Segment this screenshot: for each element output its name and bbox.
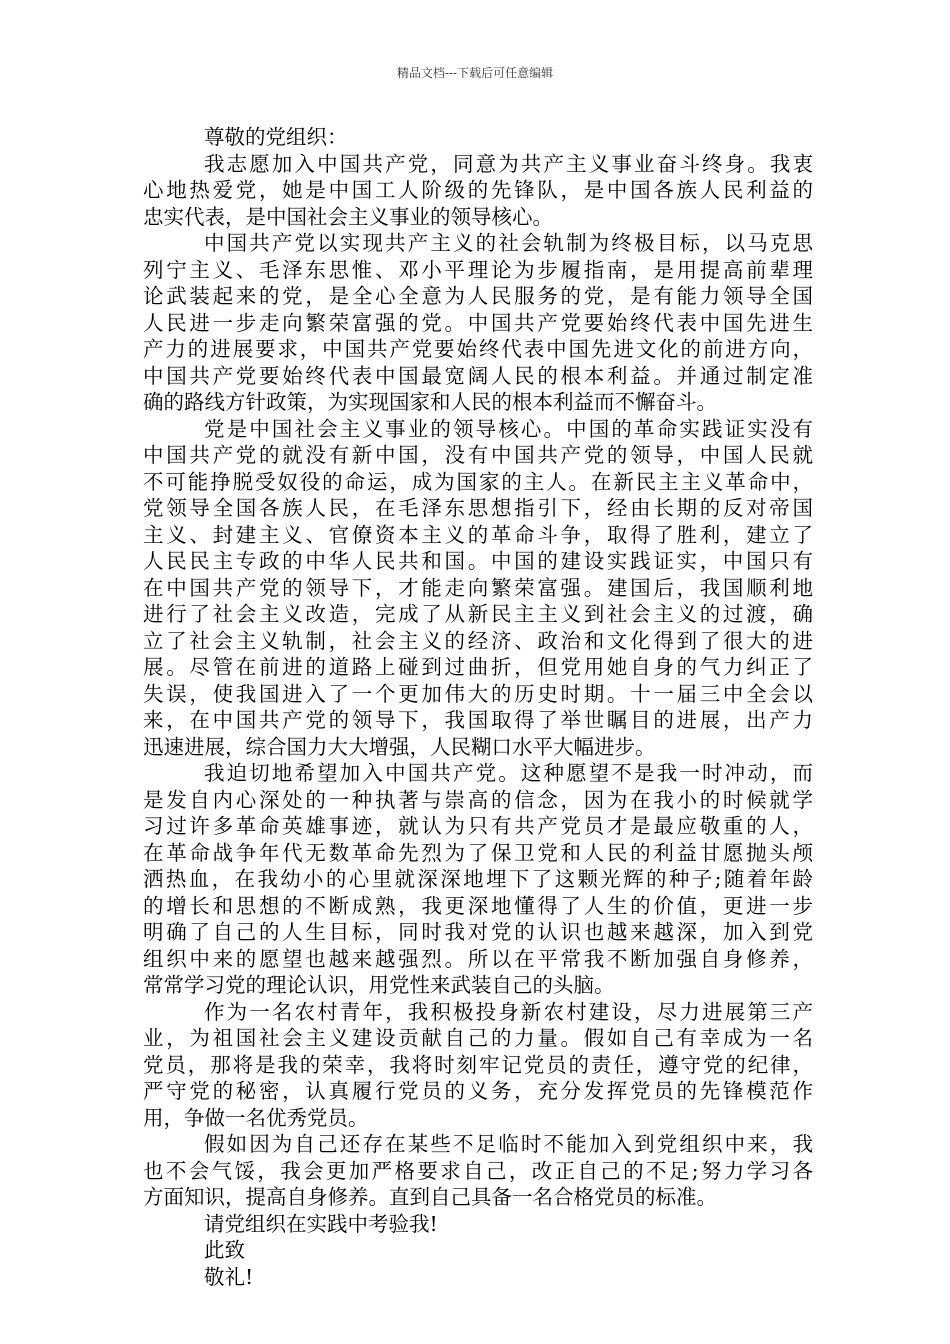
text-line: 进行了社会主义改造，完成了从新民主主义到社会主义的过渡，确: [143, 602, 813, 626]
text-line: 敬礼!: [204, 1264, 254, 1289]
text-line: 中国共产党要始终代表中国最宽阔人民的根本利益。并通过制定准: [143, 363, 813, 388]
text-line: 用，争做一名优秀党员。: [143, 1105, 369, 1130]
text-line: 明确了自己的人生目标，同时我对党的认识也越来越深，加入到党: [143, 920, 813, 944]
text-line: 假如因为自己还存在某些不足临时不能加入到党组织中来，我: [204, 1132, 813, 1156]
text-line: 党领导全国各族人民，在毛泽东思想指引下，经由长期的反对帝国: [143, 496, 813, 520]
text-line: 立了社会主义轨制，社会主义的经济、政治和文化得到了很大的进: [143, 628, 813, 653]
text-line: 产力的进展要求，中国共产党要始终代表中国先进文化的前进方向，: [143, 337, 813, 361]
text-line: 列宁主义、毛泽东思惟、邓小平理论为步履指南，是用提高前辈理: [143, 257, 813, 282]
text-line: 心地热爱党，她是中国工人阶级的先锋队，是中国各族人民利益的: [143, 178, 813, 202]
text-line: 中国共产党以实现共产主义的社会轨制为终极目标，以马克思: [204, 231, 813, 255]
text-line: 组织中来的愿望也越来越强烈。所以在平常我不断加强自身修养，: [143, 946, 813, 971]
text-line: 迅速进展，综合国力大大增强，人民糊口水平大幅进步。: [143, 734, 656, 759]
text-line: 失误，使我国进入了一个更加伟大的历史时期。十一届三中全会以: [143, 681, 813, 706]
text-line: 严守党的秘密，认真履行党员的义务，充分发挥党员的先锋模范作: [143, 1079, 813, 1103]
text-line: 此致: [204, 1238, 245, 1262]
page-header: 精品文档---下载后可任意编辑: [396, 66, 554, 80]
document-body: [143, 124, 813, 1290]
text-line: 展。尽管在前进的道路上碰到过曲折，但党用她自身的气力纠正了: [143, 655, 813, 679]
text-line: 党是中国社会主义事业的领导核心。中国的革命实践证实没有: [204, 416, 813, 441]
text-line: 人民进一步走向繁荣富强的党。中国共产党要始终代表中国先进生: [143, 310, 813, 335]
text-line: 也不会气馁，我会更加严格要求自己，改正自己的不足;努力学习各: [143, 1158, 813, 1183]
text-line: 洒热血，在我幼小的心里就深深地埋下了这颗光辉的种子;随着年龄: [143, 867, 813, 891]
text-line: 在中国共产党的领导下，才能走向繁荣富强。建国后，我国顺利地: [143, 575, 813, 600]
text-line: 中国共产党的就没有新中国，没有中国共产党的领导，中国人民就: [143, 443, 813, 467]
text-line: 习过许多革命英雄事迹，就认为只有共产党员才是最应敬重的人，: [143, 814, 813, 838]
text-line: 方面知识，提高自身修养。直到自己具备一名合格党员的标准。: [143, 1185, 717, 1209]
text-line: 确的路线方针政策，为实现国家和人民的根本利益而不懈奋斗。: [143, 390, 717, 414]
text-line: 是发自内心深处的一种执著与崇高的信念，因为在我小的时候就学: [143, 787, 813, 812]
text-line: 来，在中国共产党的领导下，我国取得了举世瞩目的进展，出产力: [143, 708, 813, 732]
text-line: 主义、封建主义、官僚资本主义的革命斗争，取得了胜利，建立了: [143, 522, 813, 547]
text-line: 人民民主专政的中华人民共和国。中国的建设实践证实，中国只有: [143, 549, 813, 573]
text-line: 在革命战争年代无数革命先烈为了保卫党和人民的利益甘愿抛头颅: [143, 840, 813, 865]
text-line: 忠实代表，是中国社会主义事业的领导核心。: [143, 204, 553, 229]
text-line: 常常学习党的理论认识，用党性来武装自己的头脑。: [143, 973, 615, 997]
text-line: 不可能挣脱受奴役的命运，成为国家的主人。在新民主主义革命中，: [143, 469, 813, 494]
text-line: 党员，那将是我的荣幸，我将时刻牢记党员的责任，遵守党的纪律，: [143, 1052, 813, 1077]
text-line: 我志愿加入中国共产党，同意为共产主义事业奋斗终身。我衷: [204, 151, 813, 176]
text-line: 请党组织在实践中考验我!: [204, 1211, 438, 1236]
text-line: 作为一名农村青年，我积极投身新农村建设，尽力进展第三产: [204, 999, 813, 1024]
text-line: 业，为祖国社会主义建设贡献自己的力量。假如自己有幸成为一名: [143, 1026, 813, 1050]
text-line: 的增长和思想的不断成熟，我更深地懂得了人生的价值，更进一步: [143, 893, 813, 918]
text-line: 论武装起来的党，是全心全意为人民服务的党，是有能力领导全国: [143, 284, 813, 308]
text-line: 我迫切地希望加入中国共产党。这种愿望不是我一时冲动，而: [204, 761, 813, 785]
text-line: 尊敬的党组织：: [204, 125, 348, 149]
